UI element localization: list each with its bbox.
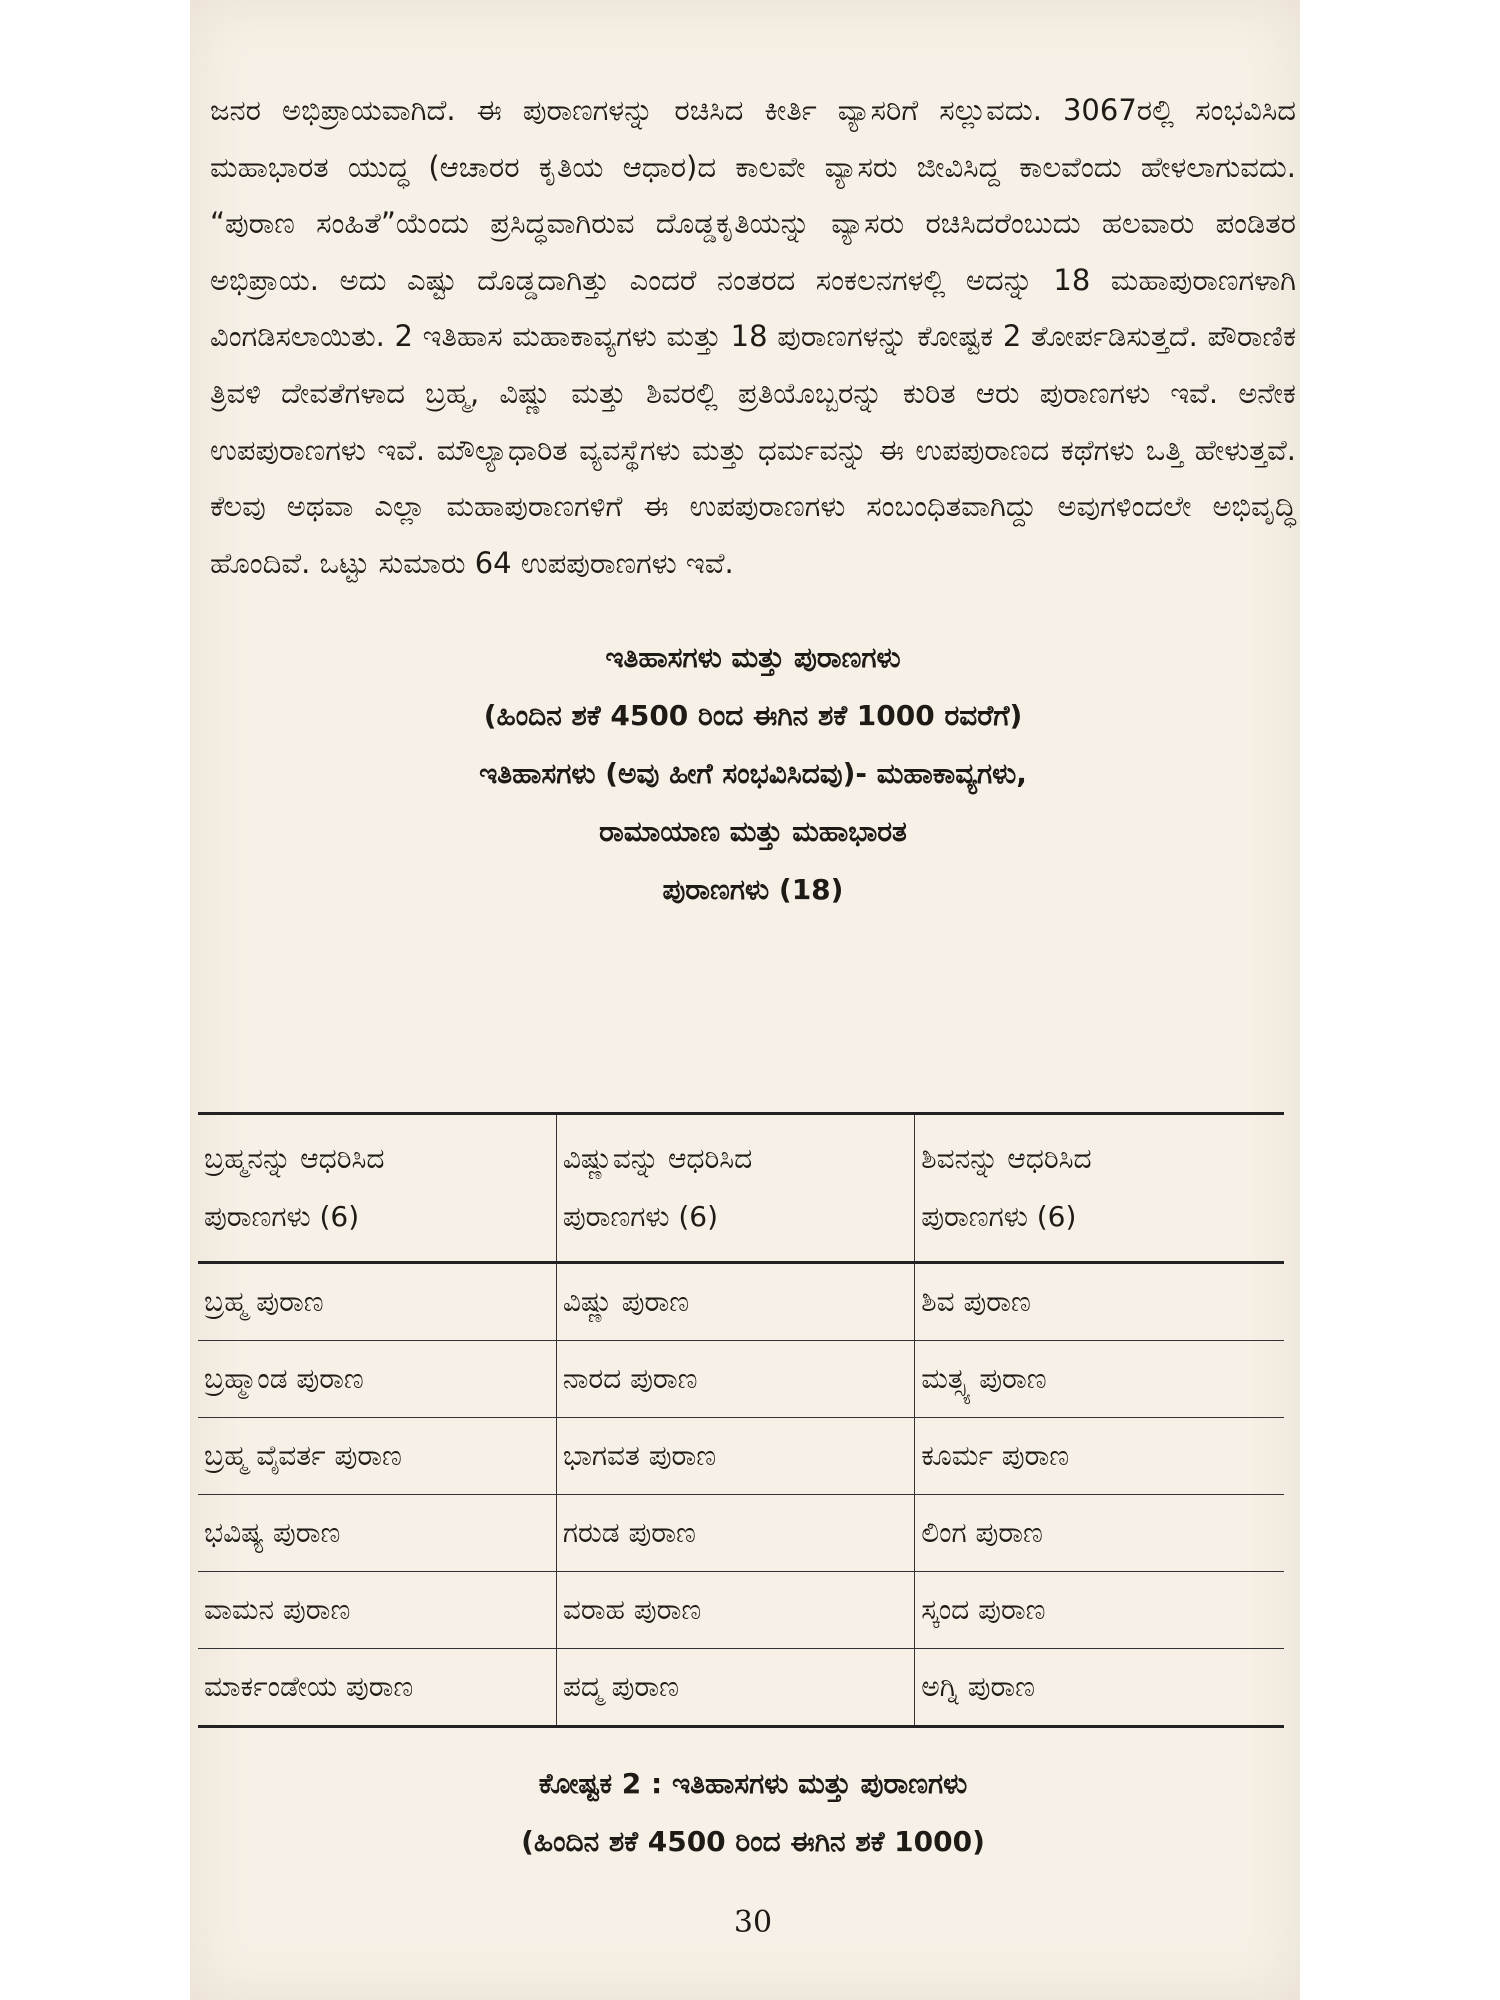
header-line: ಬ್ರಹ್ಮನನ್ನು ಆಧರಿಸಿದ — [204, 1142, 385, 1175]
header-brahma — [198, 1114, 556, 1263]
header-vishnu — [556, 1114, 914, 1263]
table-cell: ವಾಮನ ಪುರಾಣ — [198, 1572, 556, 1649]
table-row — [198, 1572, 1284, 1649]
table-cell: ಪದ್ಮ ಪುರಾಣ — [556, 1649, 914, 1727]
section-title: ಇತಿಹಾಸಗಳು ಮತ್ತು ಪುರಾಣಗಳು — [605, 641, 901, 675]
caption-line2: (ಹಿಂದಿನ ಶಕೆ 4500 ರಿಂದ ಈಗಿನ ಶಕೆ 1000) — [521, 1825, 985, 1858]
table-cell: ಶಿವ ಪುರಾಣ — [915, 1263, 1284, 1341]
page-content — [210, 82, 1296, 919]
header-line: ಶಿವನನ್ನು ಆಧರಿಸಿದ — [921, 1142, 1092, 1175]
section-period: (ಹಿಂದಿನ ಶಕೆ 4500 ರಿಂದ ಈಗಿನ ಶಕೆ 1000 ರವರೆಗೆ) — [483, 699, 1023, 733]
table-cell: ಮಾರ್ಕಂಡೇಯ ಪುರಾಣ — [198, 1649, 556, 1727]
header-line: ವಿಷ್ಣುವನ್ನು ಆಧರಿಸಿದ — [562, 1142, 753, 1175]
table-cell: ಭಾಗವತ ಪುರಾಣ — [556, 1418, 914, 1495]
header-line: ಪುರಾಣಗಳು (6) — [921, 1200, 1077, 1233]
caption-line1: ಕೋಷ್ಟಕ 2 : ಇತಿಹಾಸಗಳು ಮತ್ತು ಪುರಾಣಗಳು — [538, 1767, 968, 1800]
table-row — [198, 1495, 1284, 1572]
itihasa-heading-line2: ರಾಮಾಯಾಣ ಮತ್ತು ಮಹಾಭಾರತ — [599, 815, 907, 849]
table-cell: ವಿಷ್ಣು ಪುರಾಣ — [556, 1263, 914, 1341]
header-line: ಪುರಾಣಗಳು (6) — [204, 1200, 360, 1233]
table-cell: ಬ್ರಹ್ಮ ಪುರಾಣ — [198, 1263, 556, 1341]
table-cell: ಬ್ರಹ್ಮ ವೈವರ್ತ ಪುರಾಣ — [198, 1418, 556, 1495]
book-page — [190, 0, 1300, 2000]
table-caption — [210, 1755, 1296, 1871]
header-line: ಪುರಾಣಗಳು (6) — [562, 1200, 719, 1233]
table-header-row — [198, 1114, 1284, 1263]
table-cell: ಮತ್ಸ್ಯ ಪುರಾಣ — [915, 1341, 1284, 1418]
table-cell: ವರಾಹ ಪುರಾಣ — [556, 1572, 914, 1649]
puranas-table — [198, 1112, 1284, 1728]
table-cell: ಲಿಂಗ ಪುರಾಣ — [915, 1495, 1284, 1572]
body-paragraph: ಜನರ ಅಭಿಪ್ರಾಯವಾಗಿದೆ. ಈ ಪುರಾಣಗಳನ್ನು ರಚಿಸಿದ ಕೀರ್ತಿ ವ್ಯಾಸರಿಗೆ ಸಲ್ಲುವದು. 3067ರಲ್ಲಿ ಸಂಭವಿಸಿದ ಮಹಾಭಾರತ ಯುದ್ಧ (ಆಚಾರರ ಕೃತಿಯ ಆಧಾರ)ದ ಕಾಲವೇ ವ್ಯಾಸರು ಜೀವಿಸಿದ್ದ ಕಾಲವೆಂದು ಹೇಳಲಾಗುವದು. “ಪುರಾಣ ಸಂಹಿತೆ”ಯೆಂದು ಪ್ರಸಿದ್ಧವಾಗಿರುವ ದೊಡ್ಡಕೃತಿಯನ್ನು ವ್ಯಾಸರು ರಚಿಸಿದರೆಂಬುದು ಹಲವಾರು ಪಂಡಿತರ ಅಭಿಪ್ರಾಯ. ಅದು ಎಷ್ಟು ದೊಡ್ಡದಾಗಿತ್ತು ಎಂದರೆ ನಂತರದ ಸಂಕಲನಗಳಲ್ಲಿ ಅದನ್ನು 18 ಮಹಾಪುರಾಣಗಳಾಗಿ ವಿಂಗಡಿಸಲಾಯಿತು. 2 ಇತಿಹಾಸ ಮಹಾಕಾವ್ಯಗಳು ಮತ್ತು 18 ಪುರಾಣಗಳನ್ನು ಕೋಷ್ಟಕ 2 ತೋರ್ಪಡಿಸುತ್ತದೆ. ಪೌರಾಣಿಕ ತ್ರಿವಳಿ ದೇವತೆಗಳಾದ ಬ್ರಹ್ಮ, ವಿಷ್ಣು ಮತ್ತು ಶಿವರಲ್ಲಿ ಪ್ರತಿಯೊಬ್ಬರನ್ನು ಕುರಿತ ಆರು ಪುರಾಣಗಳು ಇವೆ. ಅನೇಕ ಉಪಪುರಾಣಗಳು ಇವೆ. ಮೌಲ್ಯಾಧಾರಿತ ವ್ಯವಸ್ಥೆಗಳು ಮತ್ತು ಧರ್ಮವನ್ನು ಈ ಉಪಪುರಾಣದ ಕಥೆಗಳು ಒತ್ತಿ ಹೇಳುತ್ತವೆ. ಕೆಲವು ಅಥವಾ ಎಲ್ಲಾ ಮಹಾಪುರಾಣಗಳಿಗೆ ಈ ಉಪಪುರಾಣಗಳು ಸಂಬಂಧಿತವಾಗಿದ್ದು ಅವುಗಳಿಂದಲೇ ಅಭಿವೃದ್ಧಿ ಹೊಂದಿವೆ. ಒಟ್ಟು ಸುಮಾರು 64 ಉಪಪುರಾಣಗಳು ಇವೆ. — [210, 93, 1296, 580]
puranas-count-heading: ಪುರಾಣಗಳು (18) — [662, 873, 844, 907]
header-shiva — [915, 1114, 1284, 1263]
table-row — [198, 1418, 1284, 1495]
table-cell: ಕೂರ್ಮ ಪುರಾಣ — [915, 1418, 1284, 1495]
section-headings — [210, 629, 1296, 919]
table-cell: ನಾರದ ಪುರಾಣ — [556, 1341, 914, 1418]
table-cell: ಸ್ಕಂದ ಪುರಾಣ — [915, 1572, 1284, 1649]
page-number: 30 — [733, 1905, 773, 1940]
table-cell: ಗರುಡ ಪುರಾಣ — [556, 1495, 914, 1572]
table-row — [198, 1263, 1284, 1341]
table-cell: ಅಗ್ನಿ ಪುರಾಣ — [915, 1649, 1284, 1727]
itihasa-heading-line1: ಇತಿಹಾಸಗಳು (ಅವು ಹೀಗೆ ಸಂಭವಿಸಿದವು)- ಮಹಾಕಾವ್ಯಗಳು, — [479, 757, 1027, 791]
table-row — [198, 1341, 1284, 1418]
table-row — [198, 1649, 1284, 1727]
table-cell: ಬ್ರಹ್ಮಾಂಡ ಪುರಾಣ — [198, 1341, 556, 1418]
table-cell: ಭವಿಷ್ಯ ಪುರಾಣ — [198, 1495, 556, 1572]
